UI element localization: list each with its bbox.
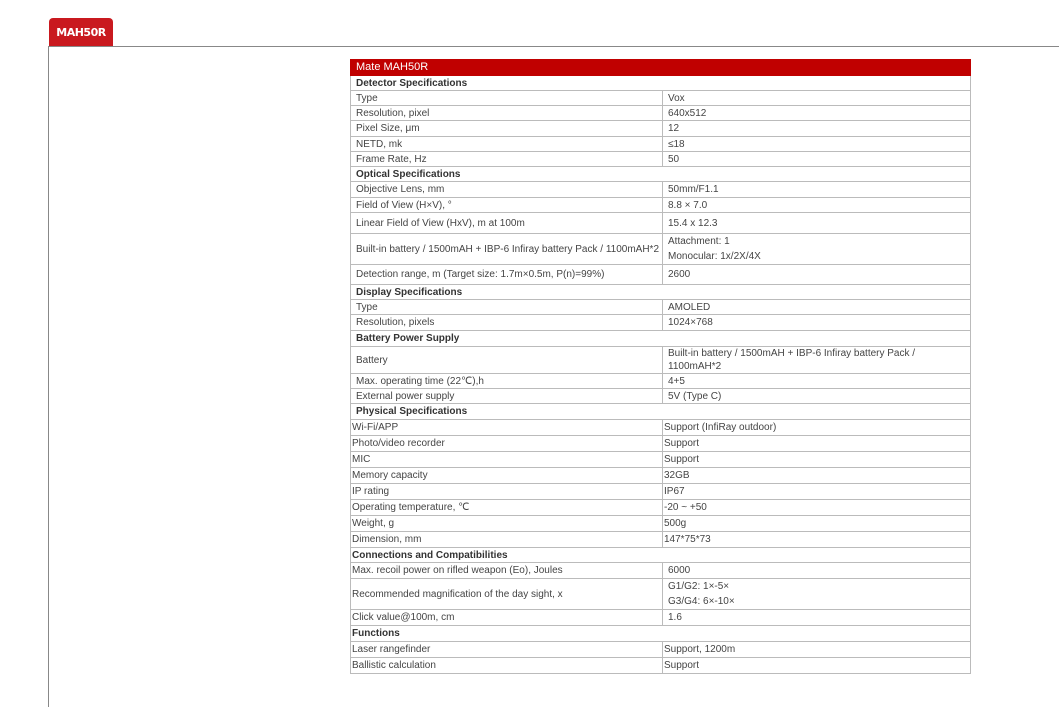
spec-row [351, 374, 971, 389]
spec-value-line: Vox [668, 92, 685, 104]
spec-label: Field of View (H×V), ° [351, 198, 663, 213]
spec-value-line: Built-in battery / 1500mAH + IBP-6 Infiray battery Pack / 1100mAH*2 [668, 348, 916, 372]
spec-row [351, 182, 971, 198]
spec-label: Operating temperature, ℃ [351, 500, 663, 516]
spec-label: Linear Field of View (HxV), m at 100m [351, 213, 663, 234]
spec-value-line: 147*75*73 [664, 534, 711, 545]
spec-label: Max. operating time (22℃),h [351, 374, 663, 389]
spec-row [351, 452, 971, 468]
spec-value [663, 265, 971, 285]
spec-row [351, 532, 971, 548]
spec-value-line: Support [664, 454, 700, 465]
spec-value [663, 347, 971, 374]
spec-label: Built-in battery / 1500mAH + IBP-6 Infiray battery Pack / 1100mAH*2 [351, 234, 663, 265]
spec-value-line: 50mm/F1.1 [668, 184, 719, 195]
spec-row [351, 106, 971, 121]
spec-value [663, 91, 971, 106]
spec-label: Max. recoil power on rifled weapon (Eo), Joules [351, 563, 663, 579]
spec-value-line: Support [664, 660, 700, 671]
section-title: Connections and Compatibilities [351, 548, 971, 563]
section-header-row [351, 548, 971, 563]
spec-value-line: 500g [664, 518, 687, 529]
spec-row [351, 137, 971, 152]
spec-label: NETD, mk [351, 137, 663, 152]
spec-value-line: 50 [668, 153, 680, 165]
section-title: Battery Power Supply [351, 331, 971, 347]
tab-mah50r[interactable]: MAH50R [49, 18, 113, 46]
spec-label: External power supply [351, 389, 663, 404]
spec-value-line: G1/G2: 1×-5× [668, 581, 730, 592]
spec-label: Click value@100m, cm [351, 610, 663, 626]
section-header-row [351, 76, 971, 91]
spec-row [351, 579, 971, 610]
spec-label: Pixel Size, μm [351, 121, 663, 137]
spec-table [350, 59, 971, 674]
spec-value-line: 1.6 [668, 612, 682, 623]
spec-label: Dimension, mm [351, 532, 663, 548]
spec-value [663, 452, 971, 468]
spec-row [351, 198, 971, 213]
spec-label: Resolution, pixels [351, 315, 663, 331]
spec-value [663, 468, 971, 484]
spec-value [663, 500, 971, 516]
spec-row [351, 420, 971, 436]
spec-row [351, 315, 971, 331]
spec-row [351, 563, 971, 579]
spec-row [351, 234, 971, 265]
spec-row [351, 91, 971, 106]
spec-label: MIC [351, 452, 663, 468]
spec-row [351, 300, 971, 315]
spec-value-line: 4+5 [668, 375, 685, 387]
spec-value [663, 315, 971, 331]
spec-value-line: ≤18 [668, 138, 685, 150]
spec-row [351, 468, 971, 484]
spec-value [663, 137, 971, 152]
spec-row [351, 152, 971, 167]
section-title: Physical Specifications [351, 404, 971, 420]
spec-row [351, 610, 971, 626]
spec-value [663, 658, 971, 674]
spec-row [351, 436, 971, 452]
spec-value-line: 12 [668, 123, 680, 134]
spec-value [663, 420, 971, 436]
section-header-row [351, 167, 971, 182]
spec-label: Battery [351, 347, 663, 374]
spec-label: Laser rangefinder [351, 642, 663, 658]
spec-value [663, 234, 971, 265]
spec-label: Frame Rate, Hz [351, 152, 663, 167]
spec-value-line: Support (InfiRay outdoor) [664, 422, 777, 433]
spec-value-line: Attachment: 1 [668, 236, 730, 247]
spec-label: Detection range, m (Target size: 1.7m×0.5m, P(n)=99%) [351, 265, 663, 285]
section-title: Optical Specifications [351, 167, 971, 182]
spec-value [663, 182, 971, 198]
spec-value [663, 579, 971, 610]
spec-value-line: 8.8 × 7.0 [668, 199, 708, 211]
spec-row [351, 389, 971, 404]
spec-value [663, 563, 971, 579]
spec-value [663, 532, 971, 548]
spec-label: Memory capacity [351, 468, 663, 484]
spec-label: Ballistic calculation [351, 658, 663, 674]
spec-row [351, 500, 971, 516]
spec-row [351, 484, 971, 500]
spec-value-line: -20 ~ +50 [664, 502, 707, 513]
spec-row [351, 516, 971, 532]
spec-row [351, 265, 971, 285]
spec-label: Weight, g [351, 516, 663, 532]
spec-value-line: 2600 [668, 269, 691, 280]
spec-value-line: 1024×768 [668, 317, 713, 328]
spec-value-line: G3/G4: 6×-10× [668, 596, 735, 607]
spec-label: Type [351, 91, 663, 106]
spec-value [663, 389, 971, 404]
spec-value [663, 152, 971, 167]
section-header-row [351, 626, 971, 642]
spec-value [663, 516, 971, 532]
spec-label: Resolution, pixel [351, 106, 663, 121]
section-title: Display Specifications [351, 285, 971, 300]
spec-value-line: AMOLED [668, 301, 711, 313]
table-title: Mate MAH50R [351, 60, 971, 76]
spec-value-line: Monocular: 1x/2X/4X [668, 251, 761, 262]
spec-row [351, 121, 971, 137]
spec-value-line: 640x512 [668, 107, 707, 119]
spec-label: Type [351, 300, 663, 315]
spec-row [351, 642, 971, 658]
spec-value-line: 15.4 x 12.3 [668, 217, 718, 229]
spec-value [663, 374, 971, 389]
spec-label: IP rating [351, 484, 663, 500]
section-header-row [351, 285, 971, 300]
spec-row [351, 658, 971, 674]
spec-value-line: Support, 1200m [664, 644, 736, 655]
table-title-row [351, 60, 971, 76]
section-header-row [351, 331, 971, 347]
spec-value [663, 610, 971, 626]
spec-value-line: IP67 [664, 486, 685, 497]
spec-row [351, 213, 971, 234]
section-title: Detector Specifications [351, 76, 971, 91]
spec-value [663, 484, 971, 500]
spec-value-line: 6000 [668, 565, 691, 576]
spec-label: Objective Lens, mm [351, 182, 663, 198]
spec-value-line: 32GB [664, 470, 690, 481]
spec-value-line: 5V (Type C) [668, 390, 722, 402]
spec-label: Wi-Fi/APP [351, 420, 663, 436]
spec-value [663, 213, 971, 234]
section-title: Functions [351, 626, 971, 642]
spec-value [663, 106, 971, 121]
spec-row [351, 347, 971, 374]
spec-value-line: Support [664, 438, 700, 449]
spec-value [663, 642, 971, 658]
spec-label: Recommended magnification of the day sight, x [351, 579, 663, 610]
spec-value [663, 198, 971, 213]
spec-label: Photo/video recorder [351, 436, 663, 452]
section-header-row [351, 404, 971, 420]
spec-value [663, 300, 971, 315]
spec-value [663, 436, 971, 452]
spec-value [663, 121, 971, 137]
